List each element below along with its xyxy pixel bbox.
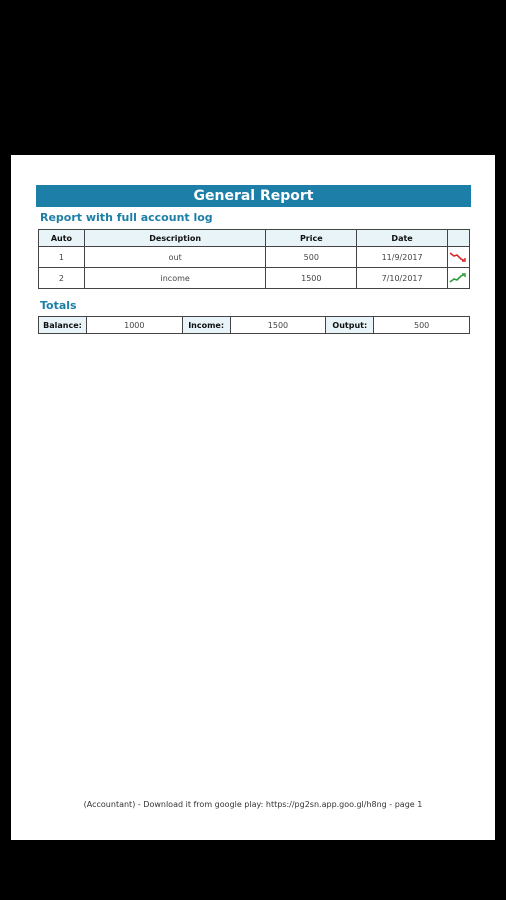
income-label: Income: bbox=[182, 317, 230, 334]
table-header-row bbox=[39, 230, 470, 247]
cell-trend bbox=[447, 268, 469, 289]
column-header-trend bbox=[447, 230, 469, 247]
cell-auto: 2 bbox=[39, 268, 85, 289]
income-value: 1500 bbox=[230, 317, 326, 334]
page-footer: (Accountant) - Download it from google play: https://pg2sn.app.goo.gl/h8ng - page 1 bbox=[83, 800, 423, 809]
cell-auto: 1 bbox=[39, 247, 85, 268]
totals-title: Totals bbox=[40, 299, 77, 312]
cell-description: income bbox=[84, 268, 266, 289]
column-header-date: Date bbox=[357, 230, 448, 247]
report-subtitle: Report with full account log bbox=[40, 211, 213, 224]
column-header-price: Price bbox=[266, 230, 357, 247]
report-title: General Report bbox=[36, 185, 471, 207]
column-header-auto: Auto bbox=[39, 230, 85, 247]
column-header-description: Description bbox=[84, 230, 266, 247]
output-value: 500 bbox=[374, 317, 470, 334]
output-label: Output: bbox=[326, 317, 374, 334]
down-trend-icon bbox=[449, 251, 467, 263]
table-row bbox=[39, 268, 470, 289]
table-row bbox=[39, 247, 470, 268]
cell-trend bbox=[447, 247, 469, 268]
account-log-table bbox=[38, 229, 470, 289]
balance-label: Balance: bbox=[39, 317, 87, 334]
balance-value: 1000 bbox=[86, 317, 182, 334]
cell-date: 11/9/2017 bbox=[357, 247, 448, 268]
up-trend-icon bbox=[449, 272, 467, 284]
cell-description: out bbox=[84, 247, 266, 268]
totals-table bbox=[38, 316, 470, 334]
cell-price: 500 bbox=[266, 247, 357, 268]
cell-date: 7/10/2017 bbox=[357, 268, 448, 289]
totals-row bbox=[39, 317, 470, 334]
cell-price: 1500 bbox=[266, 268, 357, 289]
report-page bbox=[11, 155, 495, 840]
